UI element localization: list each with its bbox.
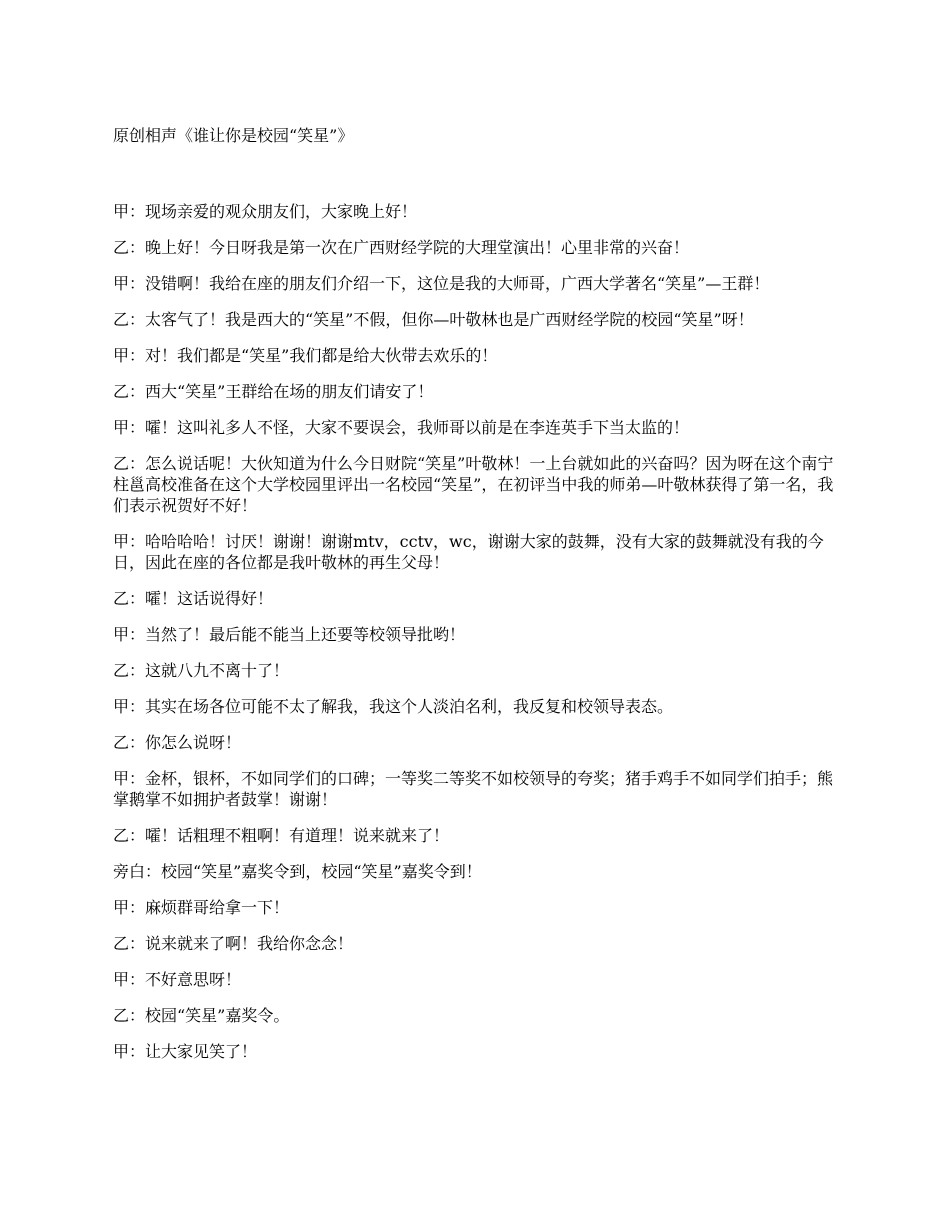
dialogue-line: 甲：哈哈哈哈！讨厌！谢谢！谢谢mtv，cctv，wc，谢谢大家的鼓舞，没有大家的鼓舞就没有我的今日，因此在座的各位都是我叶敬林的再生父母！ [113,532,824,572]
dialogue-line: 甲：不好意思呀！ [113,970,242,989]
dialogue-line: 乙：嚯！话粗理不粗啊！有道理！说来就来了！ [113,826,450,845]
document-title: 原创相声《谁让你是校园“笑星”》 [113,126,354,145]
dialogue-line: 乙：你怎么说呀！ [113,733,242,752]
dialogue-line: 甲：对！我们都是“笑星”我们都是给大伙带去欢乐的！ [113,346,498,365]
dialogue-line: 乙：这就八九不离十了！ [113,661,290,680]
dialogue-line: 乙：太客气了！我是西大的“笑星”不假，但你—叶敬林也是广西财经学院的校园“笑星”呀！ [113,310,754,329]
dialogue-line: 甲：现场亲爱的观众朋友们，大家晚上好！ [113,202,418,221]
dialogue-line: 乙：说来就来了啊！我给你念念！ [113,934,354,953]
dialogue-line: 甲：其实在场各位可能不太了解我，我这个人淡泊名利，我反复和校领导表态。 [113,697,674,716]
dialogue-line: 甲：嚯！这叫礼多人不怪，大家不要误会，我师哥以前是在李连英手下当太监的！ [113,418,690,437]
dialogue-line: 乙：晚上好！今日呀我是第一次在广西财经学院的大理堂演出！心里非常的兴奋！ [113,238,690,257]
dialogue-line: 乙：西大“笑星”王群给在场的朋友们请安了！ [113,382,434,401]
dialogue-line: 甲：金杯，银杯，不如同学们的口碑；一等奖二等奖不如校领导的夸奖；猪手鸡手不如同学们拍手；熊掌鹅掌不如拥护者鼓掌！谢谢！ [113,769,834,809]
dialogue-line: 旁白：校园“笑星”嘉奖令到，校园“笑星”嘉奖令到！ [113,862,482,881]
dialogue-line: 甲：没错啊！我给在座的朋友们介绍一下，这位是我的大师哥，广西大学著名“笑星”—王群！ [113,274,770,293]
dialogue-line: 甲：麻烦群哥给拿一下！ [113,898,290,917]
dialogue-line: 甲：当然了！最后能不能当上还要等校领导批哟！ [113,625,466,644]
dialogue-lines [113,201,838,1062]
dialogue-line: 乙：嚯！这话说得好！ [113,589,274,608]
dialogue-line: 乙：怎么说话呢！大伙知道为什么今日财院“笑星”叶敬林！一上台就如此的兴奋吗？因为呀在这个南宁柱邕高校准备在这个大学校园里评出一名校园“笑星”，在初评当中我的师弟—叶敬林获得了第一名，我们表示祝贺好不好！ [113,454,834,515]
dialogue-line: 乙：校园“笑星”嘉奖令。 [113,1006,290,1025]
document-body [113,125,838,1077]
dialogue-line: 甲：让大家见笑了！ [113,1042,258,1061]
